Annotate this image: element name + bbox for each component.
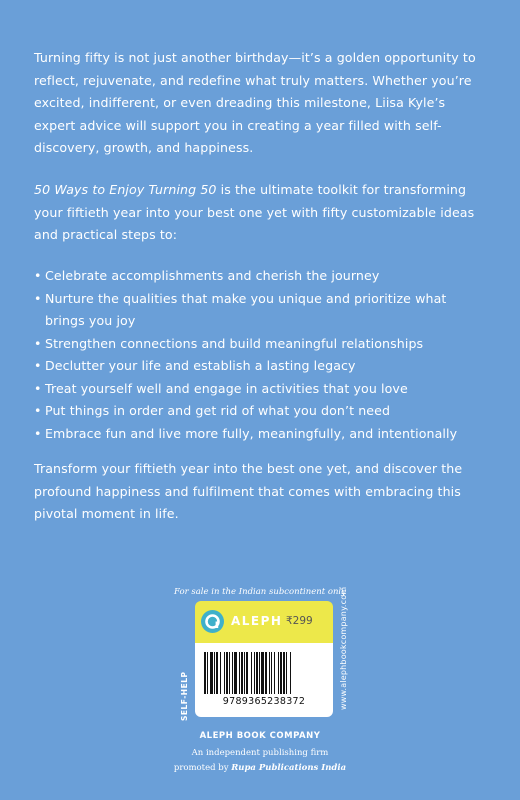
promoter-prefix: promoted by (173, 763, 232, 773)
blurb-paragraph-3 (34, 458, 490, 526)
barcode-bar (220, 652, 221, 694)
barcode-bar (280, 652, 282, 694)
barcode-bar (278, 652, 279, 694)
publisher-promoter (0, 763, 520, 773)
barcode-bar (229, 652, 230, 694)
bullet-text: Put things in order and get rid of what you don’t need (45, 403, 391, 418)
barcode-bar (234, 652, 237, 694)
barcode-bar (271, 652, 272, 694)
barcode-bar (269, 652, 270, 694)
bullet-icon: • (34, 290, 42, 306)
list-item (34, 400, 490, 423)
barcode-bar (290, 652, 291, 694)
bullet-text: Treat yourself well and engage in activities that you love (45, 380, 408, 396)
isbn-number: 9789365238372 (222, 696, 306, 707)
bullet-icon: • (34, 425, 42, 441)
book-title: 50 Ways to Enjoy Turning 50 (34, 182, 217, 197)
barcode-bar (226, 652, 228, 694)
aleph-logo-icon (201, 610, 224, 633)
list-item (34, 333, 490, 356)
blurb-paragraph-1-text: Turning fifty is not just another birthday—it’s a golden opportunity to reflect, rejuvenate, and redefine what truly matters. Whether you’re excited, indifferent, or even dreading this milestone, Liisa Kyle’s expert advice will support you in creating a year filled with self-discovery, growth, and happiness. (34, 50, 476, 155)
blurb-paragraph-2-rest: is the ultimate toolkit for transforming your fiftieth year into your best one yet with fifty customizable ideas and practical steps to: (34, 182, 475, 242)
price-sticker (195, 601, 333, 643)
barcode-bar (283, 652, 285, 694)
barcode-bar (274, 652, 275, 694)
barcode-bar (224, 652, 225, 694)
barcode-bar (216, 652, 218, 694)
barcode-bar (210, 652, 213, 694)
price-label: ₹299 (286, 615, 313, 627)
bullet-icon: • (34, 358, 42, 373)
barcode-bar (244, 652, 245, 694)
barcode-bar (265, 652, 267, 694)
bullet-icon: • (34, 335, 42, 351)
publisher-name: ALEPH BOOK COMPANY (199, 731, 321, 741)
bullet-text: Nurture the qualities that make you unique and prioritize what brings you joy (45, 290, 447, 328)
barcode-bar (259, 652, 260, 694)
barcode-bar (261, 652, 264, 694)
list-item (34, 423, 490, 446)
list-item (34, 378, 490, 401)
barcode-bar (232, 652, 233, 694)
publisher-tagline: An independent publishing firm (191, 748, 329, 758)
barcode-icon (204, 652, 324, 694)
bullet-text: Celebrate accomplishments and cherish the journey (45, 268, 380, 283)
bullet-icon: • (34, 268, 42, 283)
blurb-paragraph-2-text (34, 179, 490, 247)
barcode-bar (214, 652, 215, 694)
barcode-bar (251, 652, 252, 694)
blurb-paragraph-3-text: Transform your fiftieth year into the best one yet, and discover the profound happiness and fulfilment that comes with embracing this pivotal moment in life. (34, 461, 463, 521)
barcode-bar (286, 652, 287, 694)
barcode-box (195, 643, 333, 717)
list-item (34, 355, 490, 378)
bullet-text: Embrace fun and live more fully, meaningfully, and intentionally (45, 425, 458, 441)
bullet-icon: • (34, 403, 42, 418)
barcode-bar (241, 652, 243, 694)
website-url: www.alephbookcompany.com (339, 586, 348, 710)
list-item (34, 288, 490, 333)
bullet-icon: • (34, 380, 42, 396)
bullet-text: Strengthen connections and build meaningful relationships (45, 335, 424, 351)
barcode-bar (254, 652, 255, 694)
barcode-bar (204, 652, 206, 694)
blurb-paragraph-2 (34, 179, 490, 247)
bullet-list (34, 265, 490, 445)
barcode-bar (246, 652, 248, 694)
sale-note: For sale in the Indian subcontinent only (174, 587, 346, 597)
aleph-brand-label: ALEPH (231, 614, 283, 628)
bullet-text: Declutter your life and establish a lasting legacy (45, 358, 356, 373)
category-label: SELF-HELP (180, 671, 189, 721)
barcode-bar (207, 652, 208, 694)
barcode-bar (256, 652, 258, 694)
list-item (34, 265, 490, 288)
aleph-logo-glyph (201, 610, 224, 633)
blurb-paragraph-1 (34, 47, 490, 160)
barcode-bar (239, 652, 240, 694)
promoter-name: Rupa Publications India (231, 763, 347, 773)
